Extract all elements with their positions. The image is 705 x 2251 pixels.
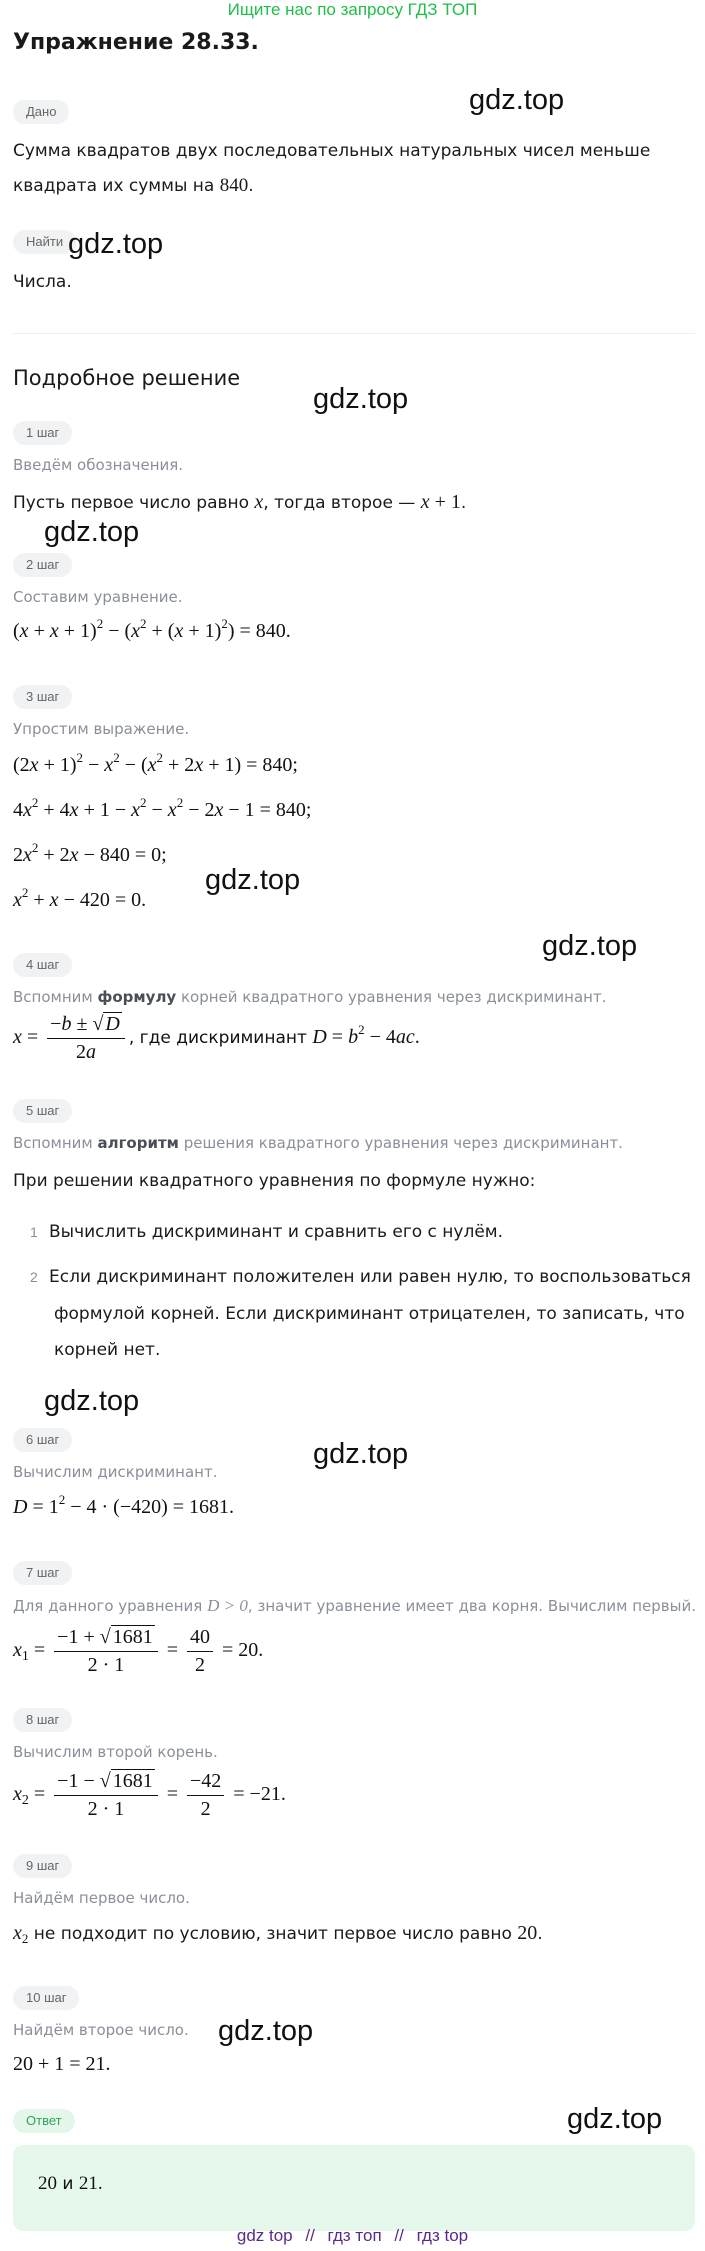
step-7-equation: $x_1$ = $\frac{-1 + √ 1681}{2 \cdot 1}$ = $\frac{40}{2}$ = 20. [13,1626,264,1676]
step-1-text-pre: Пусть первое число равно [13,493,255,513]
footer-link-3[interactable]: гдз top [416,2226,469,2245]
step-8-equation: $x_2$ = $\frac{-1 - √ 1681}{2 \cdot 1}$ = $\frac{-42}{2}$ = −21. [13,1770,286,1820]
step-7-hint-math: D > 0 [207,1596,248,1615]
answer-end: . [97,2173,103,2194]
given-badge: Дано [13,100,69,124]
given-line-2-text: квадрата их суммы на [13,176,220,196]
step-4-formula: x = $\frac{-b \pm √ D}{2a}$ , где дискриминант $D = b^2 - 4ac$. [13,1013,420,1063]
footer-link-1[interactable]: gdz top [236,2226,293,2245]
step-1-text-end: . [460,493,467,513]
list-item-2-line-2: формулой корней. Если дискриминант отрицателен, то записать, что [54,1304,685,1324]
step-9-hint: Найдём первое число. [13,1889,190,1907]
step-5-badge: 5 шаг [13,1099,72,1123]
step-4-hint-post: корней квадратного уравнения через дискриминант. [176,988,607,1006]
step-5-intro: При решении квадратного уравнения по формуле нужно: [13,1171,536,1191]
x2-fraction: $\frac{-1 - √ 1681}{2 \cdot 1}$ [54,1770,158,1821]
quadratic-formula-fraction: $\frac{-b \pm √ D}{2a}$ [47,1013,125,1064]
list-item-1-text: Вычислить дискриминант и сравнить его с нулём. [49,1222,504,1242]
given-line-2 [13,168,254,204]
step-3-badge: 3 шаг [13,685,72,709]
answer-box [13,2145,695,2231]
step-4-text: , где дискриминант [128,1028,313,1049]
top-banner[interactable]: Ищите нас по запросу ГДЗ ТОП [227,0,478,19]
step-8-hint: Вычислим второй корень. [13,1743,218,1761]
answer-value-1: 20 [38,2173,57,2194]
step-3-line-3: $2x^2 + 2x - 840 = 0$; [13,840,167,866]
divider [13,333,695,334]
watermark: gdz.top [205,864,301,896]
find-text: Числа. [13,272,72,292]
step-6-hint: Вычислим дискриминант. [13,1463,218,1481]
step-2-equation: $(x + x + 1)^2 - (x^2 + (x + 1)^2) = 840$. [13,616,291,642]
watermark: gdz.top [542,930,638,962]
answer-badge: Ответ [13,2109,75,2133]
answer-conjunction: и [57,2174,79,2194]
watermark: gdz.top [218,2015,314,2047]
step-1-text-mid: , тогда второе — [263,493,421,513]
page-title: Упражнение 28.33. [13,30,259,55]
watermark: gdz.top [313,383,409,415]
step-10-equation: 20 + 1 = 21. [13,2053,111,2075]
footer-separator: // [305,2226,315,2245]
step-3-line-1: $(2x + 1)^2 - x^2 - (x^2 + 2x + 1) = 840$; [13,750,298,776]
step-9-var: $x_2$ [13,1922,29,1946]
step-3-line-2: $4x^2 + 4x + 1 - x^2 - x^2 - 2x - 1 = 840$; [13,795,312,821]
step-9-text [13,1916,543,1956]
given-line-1: Сумма квадратов двух последовательных натуральных чисел меньше [13,141,651,161]
watermark: gdz.top [44,516,140,548]
step-7-hint [13,1596,696,1616]
step-1-var-x: x [254,491,264,513]
step-1-badge: 1 шаг [13,421,72,445]
watermark: gdz.top [567,2103,663,2135]
step-8-badge: 8 шаг [13,1708,72,1732]
given-value: 840 [219,175,249,196]
step-9-badge: 9 шаг [13,1854,72,1878]
step-7-hint-pre: Для данного уравнения [13,1597,208,1615]
footer-separator: // [394,2226,404,2245]
step-7-hint-post: , значит уравнение имеет два корня. Вычислим первый. [247,1597,696,1615]
step-3-line-4: $x^2 + x - 420 = 0$. [13,885,147,911]
footer-links [0,2226,705,2246]
step-6-badge: 6 шаг [13,1428,72,1452]
step-3-hint: Упростим выражение. [13,720,190,738]
x1-fraction: $\frac{-1 + √ 1681}{2 \cdot 1}$ [54,1626,158,1677]
step-9-value: 20 [517,1922,538,1944]
step-5-hint-bold[interactable]: алгоритм [97,1134,179,1152]
step-5-hint [13,1134,623,1152]
step-7-badge: 7 шаг [13,1561,72,1585]
step-5-hint-pre: Вспомним [13,1134,98,1152]
watermark: gdz.top [68,228,164,260]
answer-value-2: 21 [78,2173,98,2194]
step-10-hint: Найдём второе число. [13,2021,189,2039]
list-item-1-number: 1 [30,1224,38,1240]
step-4-hint-bold[interactable]: формулу [97,988,177,1006]
watermark: gdz.top [44,1385,140,1417]
watermark: gdz.top [469,84,565,116]
x1-simplified-fraction: $\frac{40}{2}$ [187,1626,213,1677]
list-item-2-number: 2 [30,1269,38,1285]
step-6-equation: $D = 1^2 - 4 \cdot (-420) = 1681$. [13,1492,235,1518]
given-line-2-end: . [248,176,254,196]
list-item-2-line-3: корней нет. [54,1340,161,1360]
step-5-hint-post: решения квадратного уравнения через дискриминант. [178,1134,623,1152]
watermark: gdz.top [313,1438,409,1470]
find-badge: Найти [13,230,76,254]
step-2-badge: 2 шаг [13,553,72,577]
step-9-text-end: . [537,1924,543,1944]
solution-title: Подробное решение [13,366,241,390]
x2-simplified-fraction: $\frac{-42}{2}$ [187,1770,224,1821]
step-2-hint: Составим уравнение. [13,588,183,606]
answer-text [38,2173,103,2195]
footer-link-2[interactable]: гдз топ [327,2226,382,2245]
list-item-2-line-1: Если дискриминант положителен или равен нулю, то воспользоваться [49,1267,691,1287]
step-4-badge: 4 шаг [13,953,72,977]
step-4-hint [13,988,607,1006]
step-9-text-mid: не подходит по условию, значит первое число равно [28,1924,518,1944]
step-1-hint: Введём обозначения. [13,456,184,474]
step-1-expr: x + 1 [420,491,461,513]
step-10-badge: 10 шаг [13,1986,79,2010]
step-4-hint-pre: Вспомним [13,988,98,1006]
